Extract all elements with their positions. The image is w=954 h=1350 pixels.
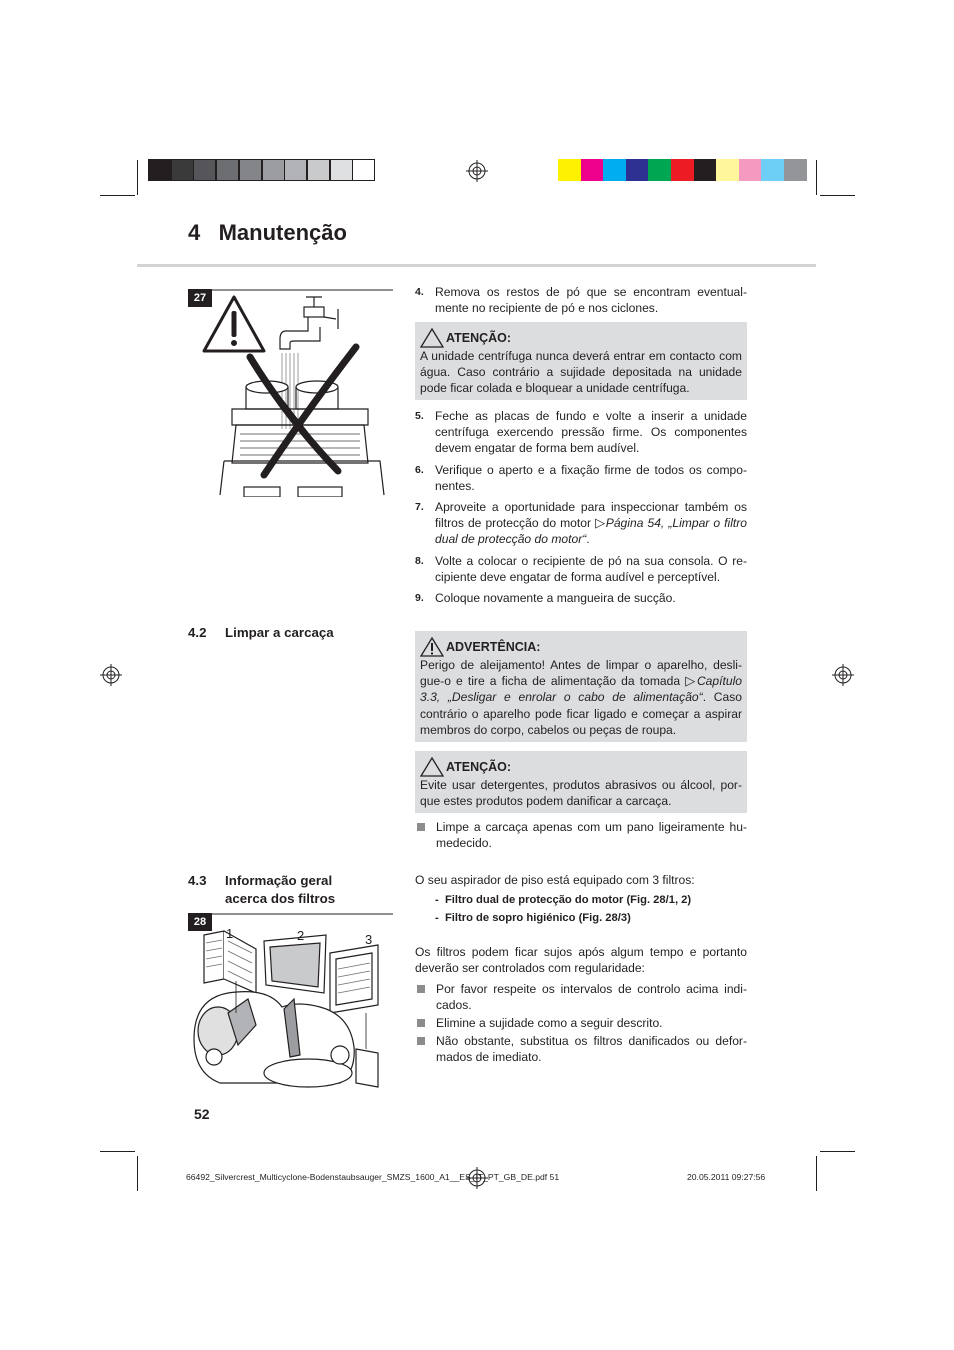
gray-swatch	[284, 159, 307, 181]
gray-swatch	[330, 159, 353, 181]
no-water-illustration	[188, 289, 393, 497]
color-swatch	[671, 159, 694, 181]
color-swatch	[761, 159, 784, 181]
registration-mark-icon	[466, 160, 488, 182]
list-item: 9. Coloque novamente a mangueira de sucção.	[415, 591, 676, 606]
color-swatch	[784, 159, 807, 181]
crop-mark	[100, 195, 135, 196]
attention-box: ATENÇÃO: Evite usar detergentes, produtos abrasivos ou álcool, porque estes produtos podem danificar a carcaça.	[415, 751, 747, 813]
crop-mark	[100, 1151, 135, 1152]
section-heading-4-2: 4.2 Limpar a carcaça	[188, 625, 334, 640]
crop-mark	[816, 1156, 817, 1191]
figure-27	[188, 289, 393, 497]
filters-intro: O seu aspirador de piso está equipado com 3 filtros:	[415, 873, 695, 887]
list-item: Limpe a carcaça apenas com um pano ligeiramente humedecido.	[415, 819, 747, 851]
list-item: 5. Feche as placas de fundo e volte a inserir a unidade centrífuga exercendo pressão firme. Os componentes devem engatar de forma bem audível.	[415, 409, 747, 456]
crop-mark	[820, 1151, 855, 1152]
list-item: 6. Verifique o aperto e a fixação firme de todos os componentes.	[415, 462, 747, 493]
crop-mark	[137, 1156, 138, 1191]
crop-mark	[820, 195, 855, 196]
figure-28	[188, 913, 393, 1100]
attention-box: ATENÇÃO: A unidade centrífuga nunca deverá entrar em contacto com água. Caso contrário a sujidade depositada na unidade pode ficar colada e bloquear a unidade centrífuga.	[415, 322, 747, 400]
list-item: Elimine a sujidade como a seguir descrito.	[415, 1015, 747, 1031]
color-swatch	[581, 159, 604, 181]
warning-triangle-icon	[420, 328, 444, 348]
list-item: Não obstante, substitua os filtros danificados ou deformados de imediato.	[415, 1033, 747, 1065]
filter-label-1: 1	[226, 926, 234, 941]
clean-bullet	[415, 819, 747, 853]
gray-swatch	[193, 159, 216, 181]
list-item: Por favor respeite os intervalos de controlo acima indicados.	[415, 981, 747, 1013]
footer-file: 66492_Silvercrest_Multicyclone-Bodenstaubsauger_SMZS_1600_A1__ES_IT_PT_GB_DE.pdf 51	[186, 1172, 560, 1182]
gray-swatch	[262, 159, 285, 181]
figure-tag: 27	[188, 289, 212, 307]
list-item: - Filtro de sopro higiénico (Fig. 28/3)	[435, 912, 631, 925]
list-item: 4. Remova os restos de pó que se encontram eventualmente no recipiente de pó e nos ciclones.	[415, 285, 747, 316]
color-swatch	[739, 159, 762, 181]
color-swatch	[626, 159, 649, 181]
crop-mark	[137, 160, 138, 195]
gray-swatch	[148, 159, 171, 181]
color-swatch	[603, 159, 626, 181]
warning-triangle-icon	[420, 757, 444, 777]
figure-tag: 28	[188, 913, 212, 931]
filters-illustration	[188, 913, 393, 1100]
prohibited-x-icon	[250, 347, 356, 475]
page-number: 52	[194, 1106, 210, 1122]
gray-swatch	[239, 159, 262, 181]
color-swatch	[648, 159, 671, 181]
filter-label-3: 3	[365, 932, 373, 947]
section-heading-4-3: 4.3 Informação geral acerca dos filtros	[188, 873, 336, 906]
steps-list	[415, 408, 747, 611]
warning-box: ADVERTÊNCIA: Perigo de aleijamento! Antes de limpar o aparelho, desligue-o e tire a ficha de alimentação da tomada ▷Capítulo 3.3, „Desligar e enrolar o cabo de alimentação“. Caso contrário o aparelho pode ficar ligado e começar a aspirar membros do corpo, cabelos ou peças de roupa.	[415, 631, 747, 742]
registration-mark-icon	[100, 664, 122, 686]
filter-label-2: 2	[297, 928, 305, 943]
steps-top	[415, 284, 747, 321]
warning-triangle-icon	[204, 297, 264, 351]
registration-mark-icon	[832, 664, 854, 686]
gray-swatch	[352, 159, 375, 181]
title-rule	[137, 264, 816, 267]
color-swatch	[716, 159, 739, 181]
warning-exclamation-icon	[420, 637, 444, 657]
list-item: 8. Volte a colocar o recipiente de pó na sua consola. O recipiente deve engatar de forma audível e perceptível.	[415, 553, 747, 584]
filters-text	[415, 872, 747, 1068]
crop-mark	[816, 160, 817, 195]
gray-swatch	[307, 159, 330, 181]
chapter-title: 4 Manutenção	[188, 220, 347, 245]
footer-date: 20.05.2011 09:27:56	[687, 1172, 766, 1182]
list-item: 7. Aproveite a oportunidade para inspeccionar também os filtros de protecção do motor ▷Página 54, „Limpar o filtro dual de protecção do motor“.	[415, 500, 747, 547]
color-swatch	[694, 159, 717, 181]
faucet-icon	[280, 297, 338, 349]
filters-paragraph: Os filtros podem ficar sujos após algum tempo e portanto deverão ser controlados com regularidade:	[415, 945, 747, 976]
color-swatch	[558, 159, 581, 181]
gray-swatch	[171, 159, 194, 181]
gray-swatch	[216, 159, 239, 181]
list-item: - Filtro dual de protecção do motor (Fig. 28/1, 2)	[435, 894, 692, 907]
